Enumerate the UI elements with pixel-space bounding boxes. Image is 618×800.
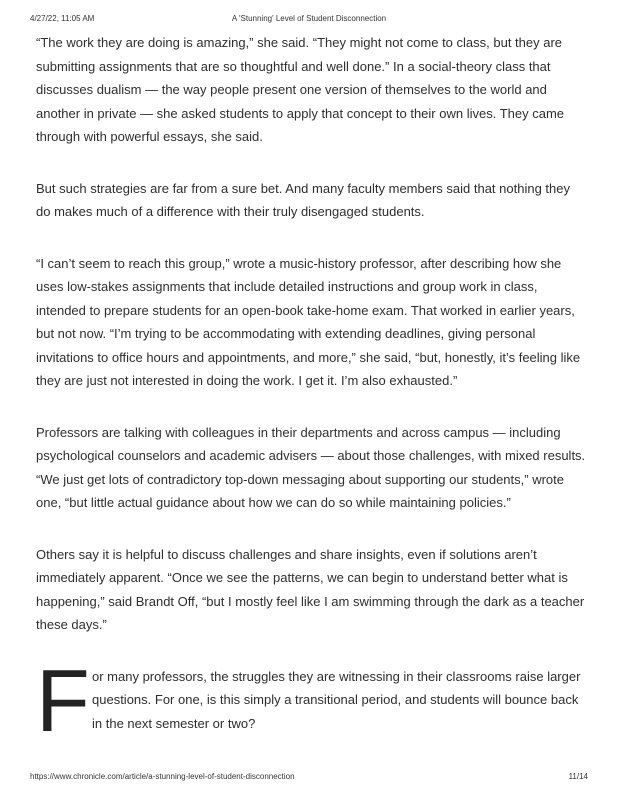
article-paragraph: But such strategies are far from a sure bet. And many faculty members said that nothing they do makes much of a difference with their truly disengaged students. <box>36 180 570 219</box>
page-url[interactable]: https://www.chronicle.com/article/a-stunning-level-of-student-disconnection <box>30 772 295 781</box>
article-paragraph: “I can’t seem to reach this group,” wrote a music-history professor, after describing how she uses low-stakes assignments that include detailed instructions and group work in class, intended to prepare students for an open-book take-home exam. That worked in earlier years, but not now. “I’m trying to be accommodating with extending deadlines, giving personal invitations to office hours and appointments, and more,” she said, “but, honestly, it’s feeling like they are just not interested in doing the work. I get it. I’m also exhausted.” <box>36 255 581 388</box>
article-paragraph: “The work they are doing is amazing,” she said. “They might not come to class, but they are submitting assignments that are so thoughtful and well done.” In a social-theory class that discusses dualism — the way people present one version of themselves to the world and another in private — she asked students to apply that concept to their own lives. They came through with powerful essays, she said. <box>36 35 564 144</box>
print-footer <box>30 772 588 784</box>
dropcap-letter: F <box>36 650 90 750</box>
print-header <box>30 14 588 26</box>
article-paragraph: Others say it is helpful to discuss challenges and share insights, even if solutions aren’t immediately apparent. “Once we see the patterns, we can begin to understand better what is happening,” said Brandt Off, “but I mostly feel like I am swimming through the dark as a teacher these days.” <box>36 546 585 632</box>
article-paragraph: Professors are talking with colleagues in their departments and across campus — including psychological counselors and academic advisers — about those challenges, with mixed results. “We just get lots of contradictory top-down messaging about supporting our students,” wrote one, “but little actual guidance about how we can do so while maintaining policies.” <box>36 424 586 510</box>
article-body <box>36 31 588 750</box>
dropcap-paragraph <box>36 650 588 750</box>
print-date: 4/27/22, 11:05 AM <box>30 14 95 23</box>
page-number: 11/14 <box>568 772 588 781</box>
dropcap-paragraph-text: or many professors, the struggles they are witnessing in their classrooms raise larger questions. For one, is this simply a transitional period, and students will bounce back in the next semester or two? <box>92 668 581 731</box>
print-page-title: A 'Stunning' Level of Student Disconnection <box>231 14 387 23</box>
